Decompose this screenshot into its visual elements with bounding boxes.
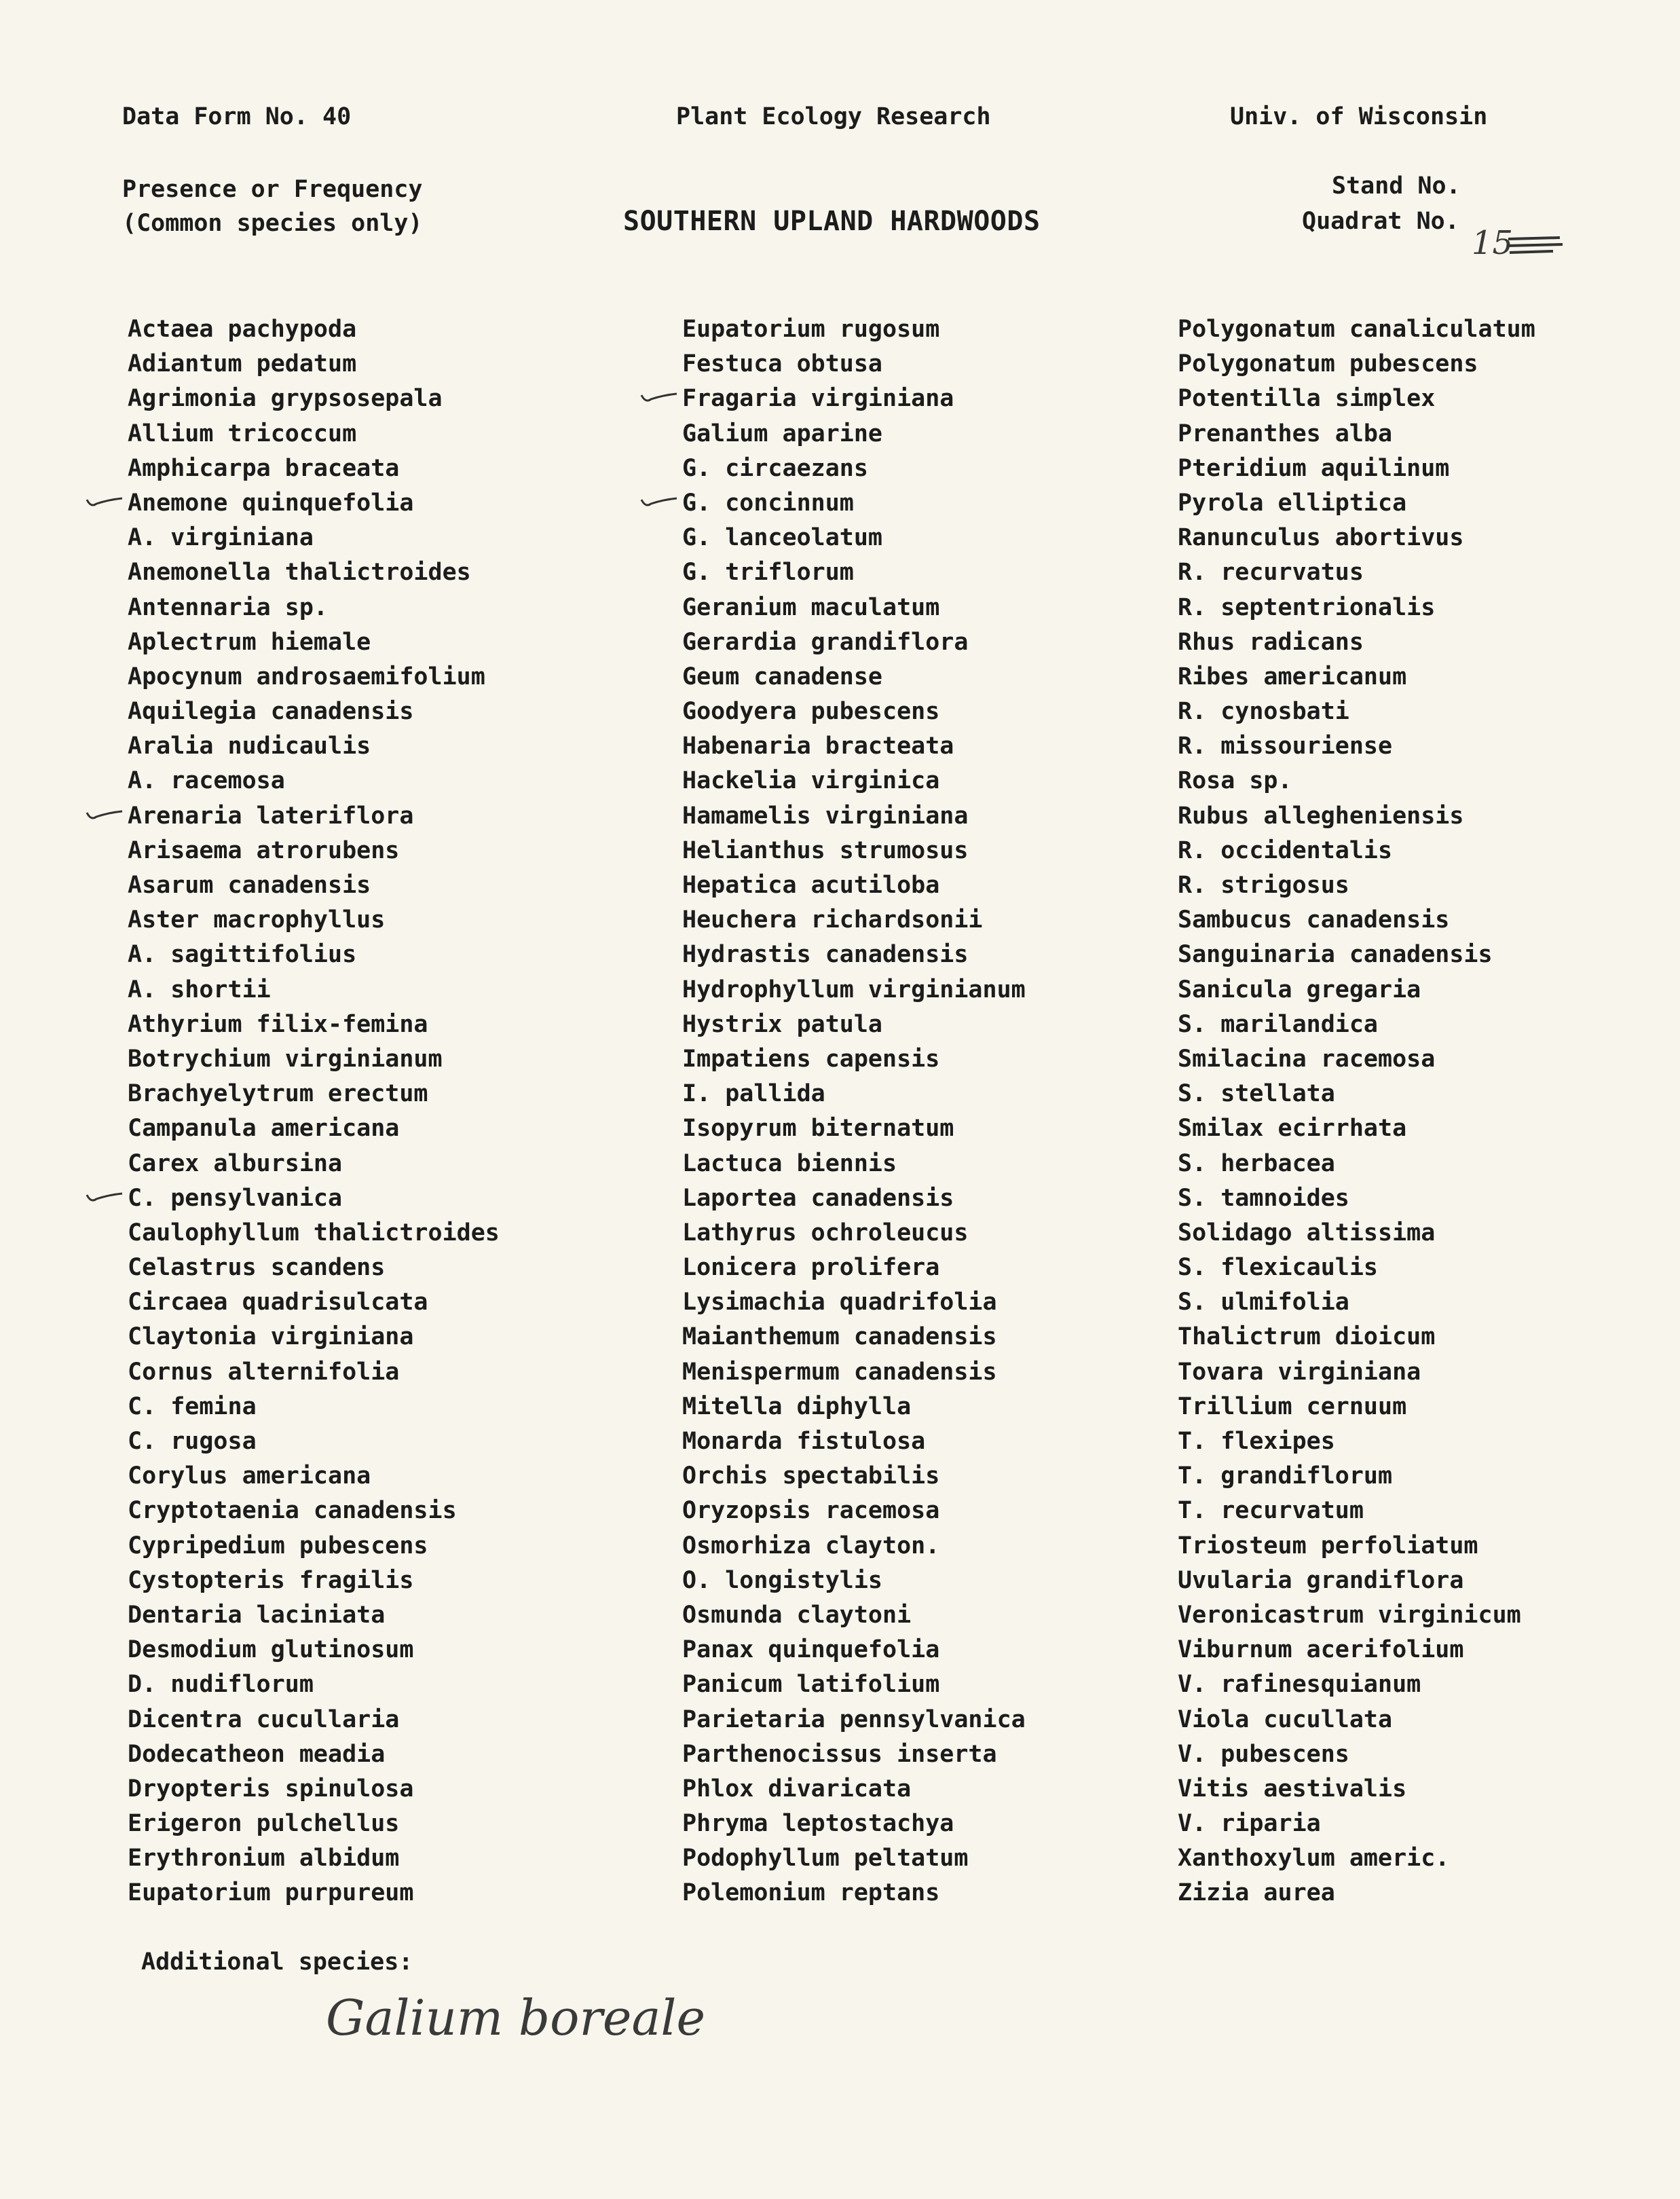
species-item — [682, 1390, 1026, 1424]
species-item — [128, 1841, 500, 1876]
species-name: Lathyrus ochroleucus — [682, 1219, 969, 1246]
form-number: Data Form No. 40 — [122, 103, 352, 130]
species-item — [682, 347, 1026, 382]
species-item — [128, 486, 500, 521]
species-item — [682, 625, 1026, 660]
species-item — [682, 729, 1026, 764]
species-name: Potentilla simplex — [1178, 385, 1436, 413]
species-item — [682, 868, 1026, 903]
species-item — [682, 1459, 1026, 1494]
species-item — [1178, 799, 1535, 834]
species-item — [1178, 903, 1535, 938]
species-item — [1178, 486, 1535, 521]
species-name: Botrychium virginianum — [128, 1045, 443, 1073]
species-item — [682, 973, 1026, 1008]
species-item — [682, 903, 1026, 938]
species-item — [682, 451, 1026, 486]
species-item — [1178, 451, 1535, 486]
species-item — [128, 1216, 500, 1251]
species-item — [682, 555, 1026, 590]
species-name: Ribes americanum — [1178, 663, 1407, 690]
species-name: Smilax ecirrhata — [1178, 1115, 1407, 1143]
species-name: Arenaria lateriflora — [128, 802, 414, 830]
species-item — [128, 521, 500, 555]
species-item — [128, 1424, 500, 1459]
species-name: Tovara virginiana — [1178, 1358, 1421, 1386]
species-name: C. pensylvanica — [128, 1184, 343, 1212]
species-item — [1178, 1216, 1535, 1251]
species-name: A. shortii — [128, 976, 271, 1003]
species-item — [128, 868, 500, 903]
species-name: Viola cucullata — [1178, 1705, 1393, 1733]
species-name: Rubus allegheniensis — [1178, 802, 1464, 830]
species-name: Rhus radicans — [1178, 628, 1364, 656]
species-item — [128, 417, 500, 451]
checkmark-icon — [640, 390, 678, 405]
species-item — [1178, 1876, 1535, 1910]
species-item — [1178, 1320, 1535, 1354]
species-name: Desmodium glutinosum — [128, 1636, 414, 1664]
species-item — [128, 799, 500, 834]
species-name: S. marilandica — [1178, 1010, 1379, 1038]
species-name: Cornus alternifolia — [128, 1358, 400, 1386]
species-name: Viburnum acerifolium — [1178, 1636, 1464, 1664]
species-name: R. cynosbati — [1178, 698, 1349, 726]
species-name: Brachyelytrum erectum — [128, 1080, 428, 1108]
species-item — [128, 1181, 500, 1216]
species-item — [682, 834, 1026, 868]
species-item — [128, 347, 500, 382]
species-name: Lysimachia quadrifolia — [682, 1289, 997, 1316]
species-item — [682, 417, 1026, 451]
species-item — [128, 591, 500, 625]
species-name: S. flexicaulis — [1178, 1254, 1379, 1282]
species-name: Aplectrum hiemale — [128, 628, 371, 656]
species-name: Trillium cernuum — [1178, 1392, 1407, 1420]
species-name: Habenaria bracteata — [682, 733, 954, 760]
species-name: Aster macrophyllus — [128, 906, 386, 934]
species-name: Carex albursina — [128, 1149, 343, 1177]
species-item — [1178, 1424, 1535, 1459]
species-item — [128, 1251, 500, 1285]
species-item — [128, 1459, 500, 1494]
species-name: Zizia aurea — [1178, 1879, 1335, 1907]
species-item — [682, 1494, 1026, 1528]
species-name: Smilacina racemosa — [1178, 1045, 1436, 1073]
species-item — [128, 1077, 500, 1111]
species-item — [1178, 1841, 1535, 1876]
species-item — [1178, 1564, 1535, 1598]
species-name: Podophyllum peltatum — [682, 1845, 969, 1872]
species-name: Parietaria pennsylvanica — [682, 1705, 1026, 1733]
species-name: Heuchera richardsonii — [682, 906, 983, 934]
species-column-middle — [682, 312, 1026, 1911]
species-name: R. septentrionalis — [1178, 593, 1436, 621]
species-name: Uvularia grandiflora — [1178, 1566, 1464, 1594]
species-name: Polygonatum pubescens — [1178, 350, 1478, 378]
additional-species-label: Additional species: — [141, 1948, 413, 1976]
species-name: Eupatorium purpureum — [128, 1879, 414, 1907]
species-item — [128, 660, 500, 695]
species-name: Gerardia grandiflora — [682, 628, 969, 656]
species-item — [1178, 521, 1535, 555]
species-item — [682, 938, 1026, 972]
species-name: C. rugosa — [128, 1428, 257, 1455]
species-item — [1178, 1633, 1535, 1667]
species-item — [128, 1355, 500, 1390]
species-name: V. rafinesquianum — [1178, 1671, 1421, 1699]
species-item — [128, 973, 500, 1008]
species-item — [128, 764, 500, 798]
species-name: Parthenocissus inserta — [682, 1740, 997, 1768]
species-name: G. triflorum — [682, 559, 854, 587]
species-item — [128, 834, 500, 868]
species-item — [1178, 729, 1535, 764]
species-name: Triosteum perfoliatum — [1178, 1532, 1478, 1559]
species-item — [128, 1285, 500, 1320]
checkmark-icon — [640, 494, 678, 509]
species-name: Pyrola elliptica — [1178, 489, 1407, 517]
species-item — [1178, 1390, 1535, 1424]
presence-label: Presence or Frequency — [122, 176, 423, 203]
species-name: Geum canadense — [682, 663, 883, 690]
species-item — [682, 312, 1026, 347]
species-name: V. riparia — [1178, 1810, 1321, 1838]
species-name: Festuca obtusa — [682, 350, 883, 378]
checkmark-icon — [86, 807, 124, 822]
species-name: Vitis aestivalis — [1178, 1775, 1407, 1803]
species-item — [682, 1424, 1026, 1459]
species-name: Geranium maculatum — [682, 593, 940, 621]
species-name: Lonicera prolifera — [682, 1254, 940, 1282]
species-item — [1178, 973, 1535, 1008]
species-name: Aquilegia canadensis — [128, 698, 414, 726]
species-item — [682, 1876, 1026, 1910]
species-name: Menispermum canadensis — [682, 1358, 997, 1386]
species-item — [1178, 868, 1535, 903]
species-name: Solidago altissima — [1178, 1219, 1436, 1246]
species-item — [128, 1147, 500, 1181]
species-item — [128, 1320, 500, 1354]
species-item — [682, 1703, 1026, 1737]
species-item — [1178, 1077, 1535, 1111]
species-item — [128, 1876, 500, 1910]
species-name: R. missouriense — [1178, 733, 1393, 760]
species-item — [1178, 1703, 1535, 1737]
species-name: Anemonella thalictroides — [128, 559, 471, 587]
species-item — [128, 1737, 500, 1772]
species-item — [128, 729, 500, 764]
species-item — [128, 1529, 500, 1564]
page-title: SOUTHERN UPLAND HARDWOODS — [623, 206, 1041, 237]
common-label: (Common species only) — [122, 210, 423, 237]
checkmark-icon — [86, 1189, 124, 1204]
species-name: Circaea quadrisulcata — [128, 1289, 428, 1316]
species-name: Campanula americana — [128, 1115, 400, 1143]
species-item — [682, 1285, 1026, 1320]
species-name: Arisaema atrorubens — [128, 836, 400, 864]
species-name: A. virginiana — [128, 524, 314, 552]
species-name: Rosa sp. — [1178, 767, 1292, 795]
species-item — [1178, 347, 1535, 382]
species-name: Sambucus canadensis — [1178, 906, 1450, 934]
species-item — [1178, 1111, 1535, 1146]
species-item — [1178, 1598, 1535, 1633]
species-name: Apocynum androsaemifolium — [128, 663, 485, 690]
species-name: Veronicastrum virginicum — [1178, 1601, 1521, 1629]
species-item — [1178, 1251, 1535, 1285]
species-name: Hepatica acutiloba — [682, 872, 940, 899]
species-name: Amphicarpa braceata — [128, 454, 400, 482]
species-name: Polemonium reptans — [682, 1879, 940, 1907]
strike-mark — [1506, 231, 1567, 258]
species-name: Dodecatheon meadia — [128, 1740, 386, 1768]
species-item — [682, 382, 1026, 416]
species-item — [128, 695, 500, 729]
species-column-right — [1178, 312, 1535, 1911]
species-name: Dentaria laciniata — [128, 1601, 386, 1629]
species-name: R. occidentalis — [1178, 836, 1393, 864]
species-item — [128, 1494, 500, 1528]
species-name: Laportea canadensis — [682, 1184, 954, 1212]
species-name: Cypripedium pubescens — [128, 1532, 428, 1559]
species-item — [128, 903, 500, 938]
species-item — [1178, 1772, 1535, 1807]
species-name: Maianthemum canadensis — [682, 1323, 997, 1351]
species-name: Isopyrum biternatum — [682, 1115, 954, 1143]
species-name: Adiantum pedatum — [128, 350, 357, 378]
species-item — [682, 1077, 1026, 1111]
species-item — [1178, 660, 1535, 695]
species-name: A. sagittifolius — [128, 941, 357, 969]
species-name: Pteridium aquilinum — [1178, 454, 1450, 482]
species-item — [128, 1390, 500, 1424]
species-item — [1178, 312, 1535, 347]
species-name: D. nudiflorum — [128, 1671, 314, 1699]
species-name: O. longistylis — [682, 1566, 883, 1594]
species-name: Helianthus strumosus — [682, 836, 969, 864]
species-name: G. lanceolatum — [682, 524, 883, 552]
species-name: Lactuca biennis — [682, 1149, 897, 1177]
species-item — [682, 1564, 1026, 1598]
species-name: Actaea pachypoda — [128, 316, 357, 343]
species-item — [128, 1772, 500, 1807]
species-name: Aralia nudicaulis — [128, 733, 371, 760]
species-item — [682, 1737, 1026, 1772]
species-item — [682, 521, 1026, 555]
species-name: Polygonatum canaliculatum — [1178, 316, 1535, 343]
species-name: Eupatorium rugosum — [682, 316, 940, 343]
species-item — [682, 1772, 1026, 1807]
species-item — [128, 1111, 500, 1146]
species-name: Hydrophyllum virginianum — [682, 976, 1026, 1003]
species-name: Corylus americana — [128, 1462, 371, 1490]
species-item — [1178, 1459, 1535, 1494]
species-item — [682, 1320, 1026, 1354]
species-name: Ranunculus abortivus — [1178, 524, 1464, 552]
species-name: Cryptotaenia canadensis — [128, 1497, 457, 1525]
species-item — [682, 799, 1026, 834]
species-item — [682, 1633, 1026, 1667]
species-item — [1178, 695, 1535, 729]
species-name: Osmunda claytoni — [682, 1601, 912, 1629]
species-name: R. strigosus — [1178, 872, 1349, 899]
species-item — [682, 660, 1026, 695]
species-item — [682, 1008, 1026, 1042]
species-name: Mitella diphylla — [682, 1392, 912, 1420]
species-item — [682, 1216, 1026, 1251]
species-name: Claytonia virginiana — [128, 1323, 414, 1351]
species-name: T. recurvatum — [1178, 1497, 1364, 1525]
species-item — [682, 1147, 1026, 1181]
species-name: Thalictrum dioicum — [1178, 1323, 1436, 1351]
species-item — [682, 1181, 1026, 1216]
species-item — [682, 1841, 1026, 1876]
species-name: Fragaria virginiana — [682, 385, 954, 413]
species-name: T. flexipes — [1178, 1428, 1335, 1455]
species-item — [128, 1703, 500, 1737]
species-name: Dicentra cucullaria — [128, 1705, 400, 1733]
species-name: S. tamnoides — [1178, 1184, 1349, 1212]
species-name: G. circaezans — [682, 454, 868, 482]
species-name: G. concinnum — [682, 489, 854, 517]
species-name: Oryzopsis racemosa — [682, 1497, 940, 1525]
species-item — [1178, 1181, 1535, 1216]
species-name: C. femina — [128, 1392, 257, 1420]
species-item — [128, 1667, 500, 1702]
species-item — [1178, 625, 1535, 660]
species-column-left — [128, 312, 500, 1911]
species-name: Agrimonia grypsosepala — [128, 385, 443, 413]
species-name: A. racemosa — [128, 767, 285, 795]
species-name: Sanguinaria canadensis — [1178, 941, 1493, 969]
species-item — [128, 1564, 500, 1598]
species-item — [1178, 382, 1535, 416]
species-item — [1178, 417, 1535, 451]
species-name: R. recurvatus — [1178, 559, 1364, 587]
species-item — [128, 382, 500, 416]
species-item — [1178, 834, 1535, 868]
species-name: Celastrus scandens — [128, 1254, 386, 1282]
species-name: Asarum canadensis — [128, 872, 371, 899]
species-name: Osmorhiza clayton. — [682, 1532, 940, 1559]
species-name: Antennaria sp. — [128, 593, 329, 621]
species-item — [682, 764, 1026, 798]
species-item — [128, 451, 500, 486]
species-item — [1178, 938, 1535, 972]
species-name: T. grandiflorum — [1178, 1462, 1393, 1490]
species-name: S. stellata — [1178, 1080, 1335, 1108]
species-item — [1178, 1285, 1535, 1320]
species-name: Sanicula gregaria — [1178, 976, 1421, 1003]
handwritten-additional-species: Galium boreale — [326, 1989, 706, 2046]
species-item — [682, 1111, 1026, 1146]
species-item — [1178, 1147, 1535, 1181]
species-item — [682, 695, 1026, 729]
species-item — [682, 1598, 1026, 1633]
species-name: Panax quinquefolia — [682, 1636, 940, 1664]
organization: Plant Ecology Research — [676, 103, 991, 130]
stand-label: Stand No. — [1332, 172, 1461, 200]
species-item — [682, 591, 1026, 625]
species-name: Athyrium filix-femina — [128, 1010, 428, 1038]
species-name: Goodyera pubescens — [682, 698, 940, 726]
species-item — [682, 1355, 1026, 1390]
species-name: Hystrix patula — [682, 1010, 883, 1038]
species-name: Cystopteris fragilis — [128, 1566, 414, 1594]
species-item — [682, 1529, 1026, 1564]
species-item — [1178, 591, 1535, 625]
species-name: Phlox divaricata — [682, 1775, 912, 1803]
species-item — [682, 1251, 1026, 1285]
species-item — [1178, 1807, 1535, 1841]
species-item — [682, 486, 1026, 521]
university: Univ. of Wisconsin — [1230, 103, 1488, 130]
species-name: Orchis spectabilis — [682, 1462, 940, 1490]
species-item — [128, 312, 500, 347]
species-item — [1178, 1737, 1535, 1772]
species-item — [1178, 1667, 1535, 1702]
species-item — [128, 1807, 500, 1841]
species-name: Anemone quinquefolia — [128, 489, 414, 517]
species-item — [682, 1807, 1026, 1841]
species-name: I. pallida — [682, 1080, 825, 1108]
species-item — [1178, 764, 1535, 798]
species-item — [128, 1042, 500, 1077]
species-item — [1178, 1529, 1535, 1564]
species-item — [682, 1667, 1026, 1702]
species-name: Phryma leptostachya — [682, 1810, 954, 1838]
species-item — [1178, 555, 1535, 590]
species-name: Erigeron pulchellus — [128, 1810, 400, 1838]
species-item — [1178, 1042, 1535, 1077]
species-name: Monarda fistulosa — [682, 1428, 926, 1455]
quadrat-value: 15 — [1472, 224, 1514, 262]
species-name: Dryopteris spinulosa — [128, 1775, 414, 1803]
species-name: Panicum latifolium — [682, 1671, 940, 1699]
species-item — [1178, 1494, 1535, 1528]
checkmark-icon — [86, 494, 124, 509]
species-name: Caulophyllum thalictroides — [128, 1219, 500, 1246]
species-item — [128, 938, 500, 972]
species-name: Hydrastis canadensis — [682, 941, 969, 969]
species-item — [128, 625, 500, 660]
species-name: V. pubescens — [1178, 1740, 1349, 1768]
species-item — [128, 1633, 500, 1667]
species-name: S. herbacea — [1178, 1149, 1335, 1177]
species-item — [682, 1042, 1026, 1077]
species-name: Xanthoxylum americ. — [1178, 1845, 1450, 1872]
species-name: Impatiens capensis — [682, 1045, 940, 1073]
species-name: Hamamelis virginiana — [682, 802, 969, 830]
species-name: Allium tricoccum — [128, 420, 357, 447]
species-name: Galium aparine — [682, 420, 883, 447]
species-item — [128, 1008, 500, 1042]
quadrat-label: Quadrat No. — [1302, 208, 1459, 235]
species-name: Hackelia virginica — [682, 767, 940, 795]
species-item — [1178, 1355, 1535, 1390]
species-name: S. ulmifolia — [1178, 1289, 1349, 1316]
species-item — [128, 1598, 500, 1633]
species-name: Erythronium albidum — [128, 1845, 400, 1872]
species-item — [1178, 1008, 1535, 1042]
species-name: Prenanthes alba — [1178, 420, 1393, 447]
species-item — [128, 555, 500, 590]
